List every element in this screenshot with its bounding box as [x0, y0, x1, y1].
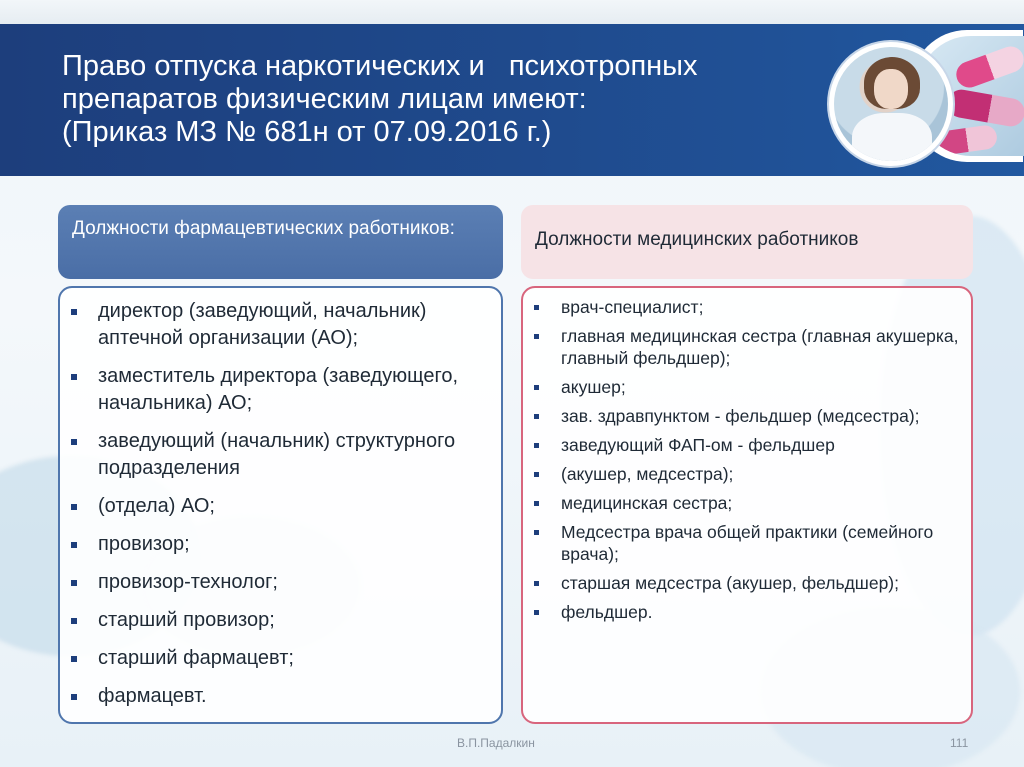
medical-positions-list: [527, 296, 967, 630]
top-strip: [0, 0, 1024, 24]
list-item: (отдела) АО;: [66, 493, 496, 520]
bullet-icon: [71, 618, 77, 624]
bullet-icon: [534, 443, 539, 448]
pharmacy-positions-list: [66, 298, 496, 721]
bullet-icon: [71, 309, 77, 315]
list-item: зав. здравпунктом - фельдшер (медсестра);: [527, 405, 967, 427]
bullet-icon: [71, 542, 77, 548]
list-item: Медсестра врача общей практики (семейного врача);: [527, 521, 967, 565]
list-item: провизор-технолог;: [66, 569, 496, 596]
bullet-icon: [71, 694, 77, 700]
list-item: фельдшер.: [527, 601, 967, 623]
doctor-photo: [834, 47, 948, 161]
bullet-icon: [534, 334, 539, 339]
bullet-icon: [71, 439, 77, 445]
list-item: заведующий (начальник) структурного подразделения: [66, 428, 496, 482]
page-title: [62, 50, 802, 149]
list-item: медицинская сестра;: [527, 492, 967, 514]
bullet-icon: [534, 472, 539, 477]
title-line-2: препаратов физическим лицам имеют:: [62, 83, 587, 115]
bullet-icon: [71, 504, 77, 510]
list-item: заведующий ФАП-ом - фельдшер: [527, 434, 967, 456]
list-item: провизор;: [66, 531, 496, 558]
medical-positions-heading: Должности медицинских работников: [521, 205, 973, 279]
footer-author: В.П.Падалкин: [457, 736, 535, 750]
bullet-icon: [534, 581, 539, 586]
list-item: фармацевт.: [66, 683, 496, 710]
list-item: директор (заведующий, начальник) аптечной организации (АО);: [66, 298, 496, 352]
bullet-icon: [534, 610, 539, 615]
title-line-1: Право отпуска наркотических и психотропных: [62, 50, 698, 82]
list-item: старший провизор;: [66, 607, 496, 634]
bullet-icon: [534, 501, 539, 506]
list-item: заместитель директора (заведующего, начальника) АО;: [66, 363, 496, 417]
title-line-3: (Приказ МЗ № 681н от 07.09.2016 г.): [62, 116, 552, 148]
bullet-icon: [534, 385, 539, 390]
bullet-icon: [534, 305, 539, 310]
list-item: старший фармацевт;: [66, 645, 496, 672]
bullet-icon: [71, 580, 77, 586]
bullet-icon: [71, 656, 77, 662]
bullet-icon: [71, 374, 77, 380]
list-item: главная медицинская сестра (главная акушерка, главный фельдшер);: [527, 325, 967, 369]
page-number: 111: [950, 736, 969, 750]
bullet-icon: [534, 530, 539, 535]
list-item: врач-специалист;: [527, 296, 967, 318]
list-item: (акушер, медсестра);: [527, 463, 967, 485]
list-item: старшая медсестра (акушер, фельдшер);: [527, 572, 967, 594]
pharmacy-positions-heading: Должности фармацевтических работников:: [58, 205, 503, 279]
list-item: акушер;: [527, 376, 967, 398]
bullet-icon: [534, 414, 539, 419]
